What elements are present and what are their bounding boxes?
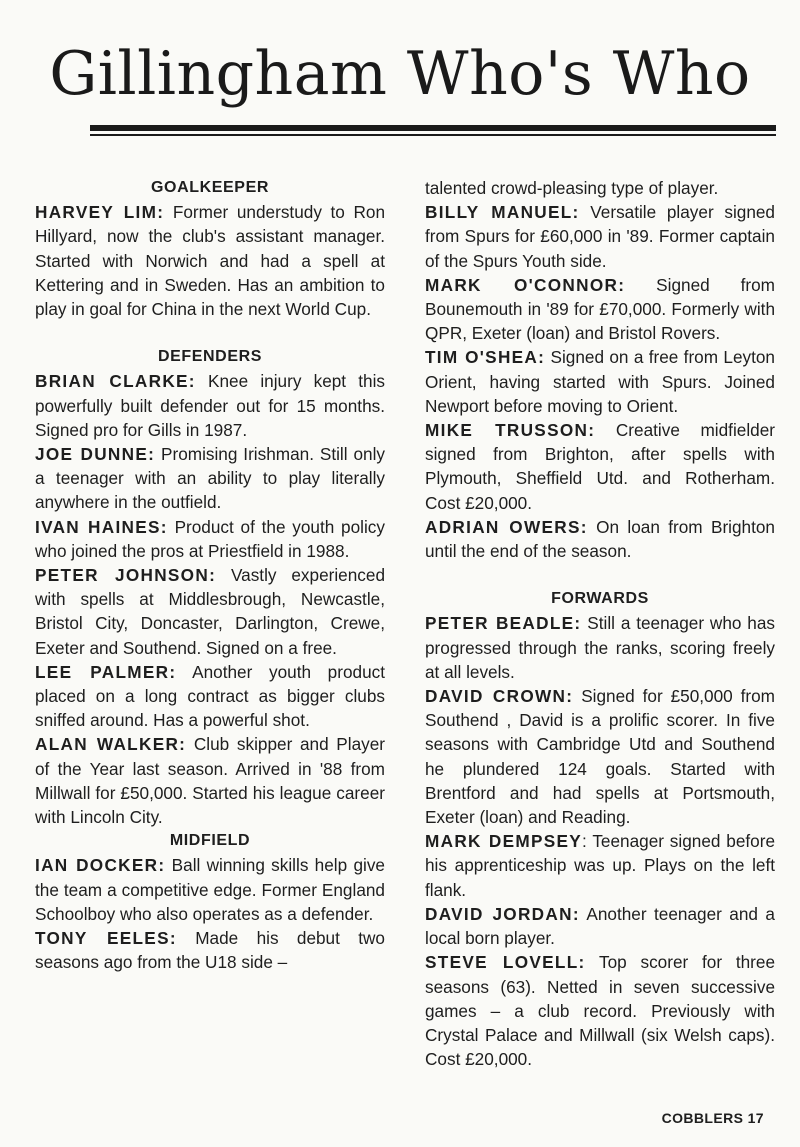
player-bio: Versatile player signed from Spurs for £60,000 in '89. Former captain of the Spurs Youth side. — [425, 202, 775, 271]
player-entry — [35, 732, 385, 829]
player-name: MARK DEMPSEY — [425, 831, 583, 852]
player-entry — [425, 200, 775, 273]
section-heading-midfield: MIDFIELD — [169, 832, 251, 850]
player-bio: Knee injury kept this powerfully built defender out for 15 months. Signed pro for Gills in 1987. — [35, 371, 386, 440]
continued-text: talented crowd-pleasing type of player. — [425, 178, 719, 198]
player-name: BILLY MANUEL: — [425, 202, 580, 223]
player-entry — [425, 345, 775, 418]
section-heading-defenders: DEFENDERS — [157, 348, 263, 366]
player-entry — [425, 684, 775, 829]
player-name: DAVID JORDAN: — [425, 903, 580, 924]
player-entry — [35, 369, 385, 442]
player-bio: Club skipper and Player of the Year last season. Arrived in '88 from Millwall for £50,000. Started his league career with Lincoln City. — [35, 734, 386, 828]
player-bio: Vastly experienced with spells at Middlesbrough, Newcastle, Bristol City, Doncaster, Darlington, Crewe, Exeter and Southend. Signed on a free. — [35, 565, 386, 658]
player-entry — [425, 418, 775, 515]
section-heading-goalkeeper: GOALKEEPER — [150, 179, 269, 196]
player-entry — [35, 926, 385, 974]
left-column — [35, 176, 385, 975]
player-name: MARK O'CONNOR: — [425, 274, 626, 295]
player-name: DAVID CROWN: — [425, 686, 574, 707]
player-bio: Signed for £50,000 from Southend , David is a prolific scorer. In five seasons with Cambridge Utd and Southend he plundered 124 goals. Started with Brentford and had spells at Portsmouth, Exeter (loan) and Reading. — [425, 686, 775, 828]
player-name: PETER JOHNSON: — [35, 565, 217, 586]
player-bio: Made his debut two seasons ago from the U18 side – — [35, 928, 385, 973]
player-entry — [35, 563, 385, 660]
player-name: IAN DOCKER: — [35, 855, 166, 876]
right-column — [425, 176, 775, 1071]
player-bio: On loan from Brighton until the end of the season. — [425, 516, 775, 562]
player-entry — [425, 515, 775, 563]
player-name: IVAN HAINES: — [35, 516, 168, 537]
player-entry — [35, 660, 385, 733]
player-bio: Promising Irishman. Still only a teenager with an ability to play literally anywhere in the outfield. — [35, 444, 385, 513]
player-entry — [425, 950, 775, 1071]
player-name: ADRIAN OWERS: — [425, 516, 588, 537]
player-bio: Ball winning skills help give the team a competitive edge. Former England Schoolboy who also operates as a defender. — [35, 855, 385, 924]
player-name: TIM O'SHEA: — [425, 347, 546, 368]
player-bio: Signed on a free from Leyton Orient, having started with Spurs. Joined Newport before moving to Orient. — [425, 347, 775, 416]
player-bio: Former understudy to Ron Hillyard, now the club's assistant manager. Started with Norwich and had a spell at Kettering and in Sweden. Has an ambition to play in goal for China in the next World Cup. — [35, 202, 385, 320]
title-rule-thick — [90, 125, 776, 131]
player-name: HARVEY LIM: — [35, 202, 165, 223]
player-bio: Product of the youth policy who joined the pros at Priestfield in 1988. — [35, 516, 385, 561]
player-name: STEVE LOVELL: — [425, 952, 586, 973]
player-entry — [425, 829, 775, 902]
player-entry — [35, 515, 385, 563]
player-bio: Signed from Bounemouth in '89 for £70,000. Formerly with QPR, Exeter (loan) and Bristol Rovers. — [425, 274, 775, 344]
player-name: ALAN WALKER: — [35, 734, 187, 755]
player-name: MIKE TRUSSON: — [425, 420, 596, 441]
player-entry — [35, 853, 385, 926]
player-name: TONY EELES: — [35, 928, 177, 949]
player-name: JOE DUNNE: — [35, 444, 156, 465]
player-entry — [35, 442, 385, 515]
player-entry — [35, 200, 385, 321]
player-name: BRIAN CLARKE: — [35, 371, 196, 392]
player-entry — [425, 273, 775, 346]
page-footer: COBBLERS 17 — [661, 1110, 764, 1126]
player-bio: Still a teenager who has progressed through the ranks, scoring freely at all levels. — [425, 613, 775, 682]
player-bio: Another youth product placed on a long contract as bigger clubs sniffed around. Has a powerful shot. — [35, 661, 386, 731]
section-heading-forwards: FORWARDS — [551, 590, 649, 608]
player-entry — [425, 902, 775, 950]
player-bio: Creative midfielder signed from Brighton, after spells with Plymouth, Sheffield Utd. and Rotherham. Cost £20,000. — [425, 420, 775, 513]
player-name: LEE PALMER: — [35, 661, 177, 682]
player-bio: : Teenager signed before his apprenticeship was up. Plays on the left flank. — [425, 831, 776, 900]
player-bio: Top scorer for three seasons (63). Netted in seven successive games – a club record. Previously with Crystal Palace and Millwall (six Welsh caps). Cost £20,000. — [425, 952, 776, 1070]
page-title: Gillingham Who's Who — [49, 39, 751, 109]
player-name: PETER BEADLE: — [425, 613, 582, 634]
player-entry — [425, 611, 775, 684]
player-bio: Another teenager and a local born player. — [425, 903, 775, 949]
title-rule-thin — [90, 134, 776, 136]
